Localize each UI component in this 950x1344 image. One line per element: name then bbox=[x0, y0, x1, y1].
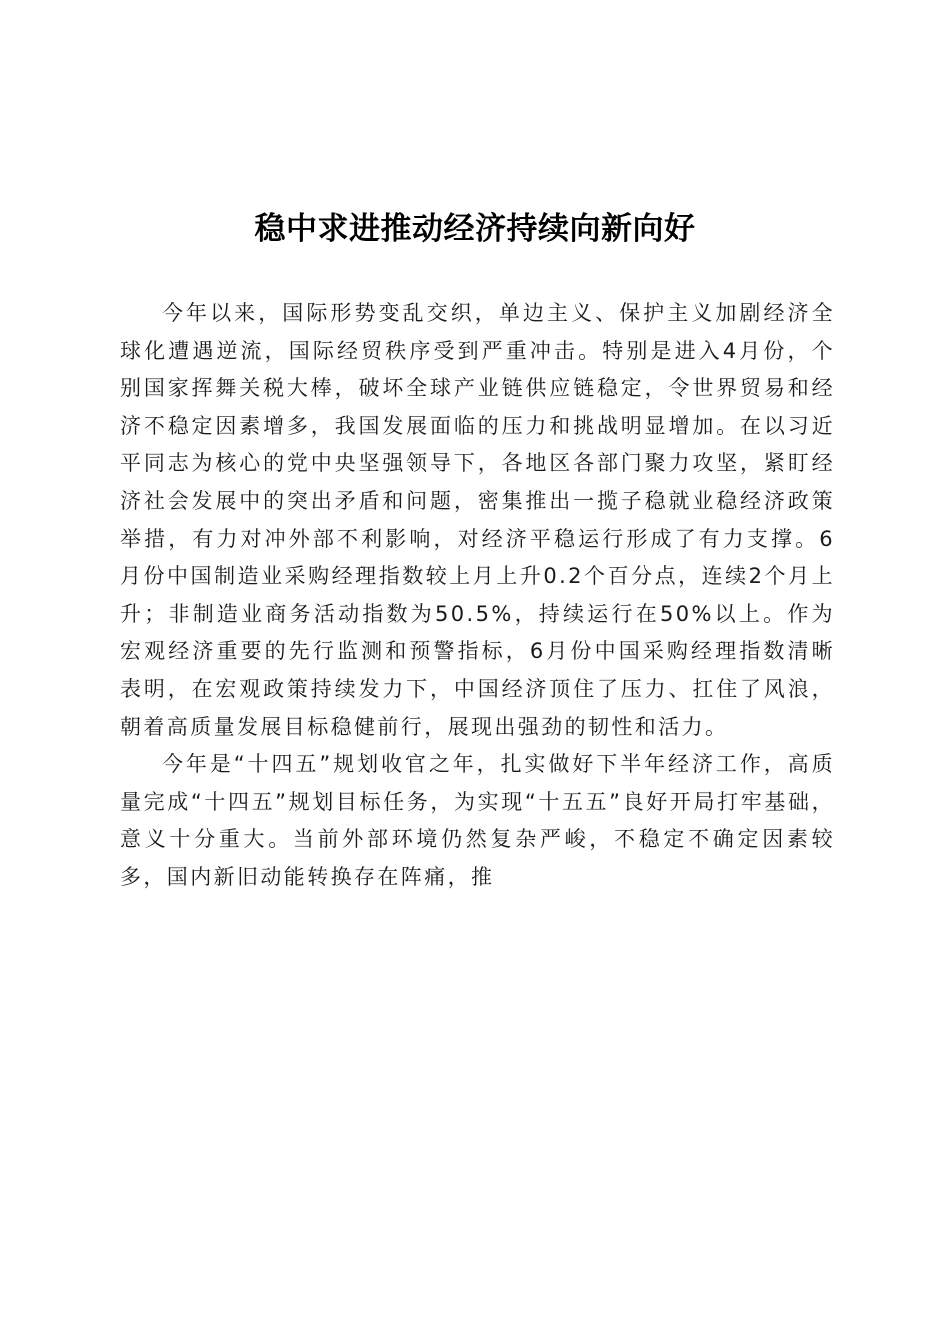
document-title: 稳中求进推动经济持续向新向好 bbox=[254, 210, 696, 247]
paragraph-2: 今年是“十四五”规划收官之年，扎实做好下半年经济工作，高质量完成“十四五”规划目标任务，为实现“十五五”良好开局打牢基础，意义十分重大。当前外部环境仍然复杂严峻，不稳定不确定因素较多，国内新旧动能转换存在阵痛，推 bbox=[120, 752, 835, 889]
paragraph-1: 今年以来，国际形势变乱交织，单边主义、保护主义加剧经济全球化遭遇逆流，国际经贸秩序受到严重冲击。特别是进入4月份，个别国家挥舞关税大棒，破坏全球产业链供应链稳定，令世界贸易和经济不稳定因素增多，我国发展面临的压力和挑战明显增加。在以习近平同志为核心的党中央坚强领导下，各地区各部门聚力攻坚，紧盯经济社会发展中的突出矛盾和问题，密集推出一揽子稳就业稳经济政策举措，有力对冲外部不利影响，对经济平稳运行形成了有力支撑。6月份中国制造业采购经理指数较上月上升0.2个百分点，连续2个月上升；非制造业商务活动指数为50.5%，持续运行在50%以上。作为宏观经济重要的先行监测和预警指标，6月份中国采购经理指数清晰表明，在宏观政策持续发力下，中国经济顶住了压力、扛住了风浪，朝着高质量发展目标稳健前行，展现出强劲的韧性和活力。 bbox=[120, 301, 835, 739]
document-body bbox=[120, 295, 835, 897]
